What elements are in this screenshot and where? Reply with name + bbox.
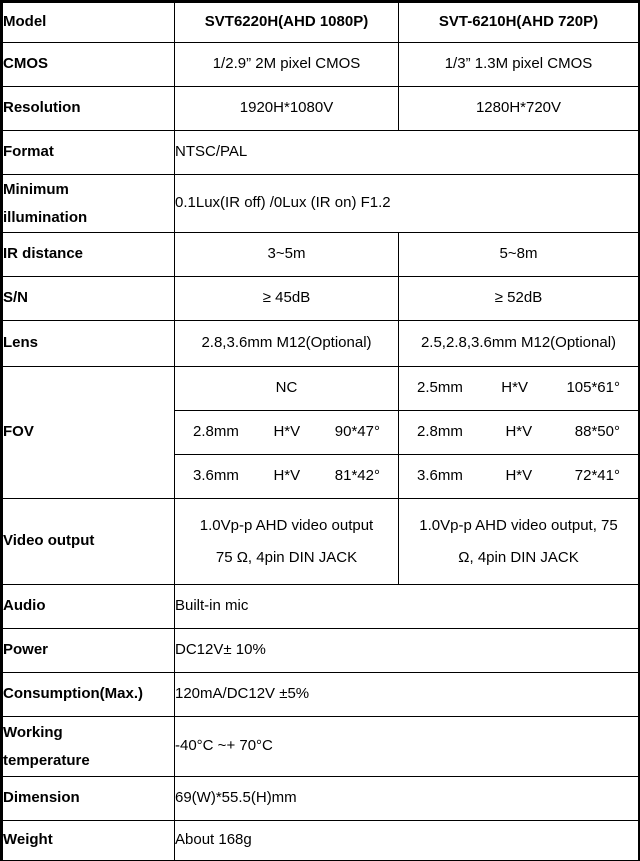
fov-lens: 2.8mm (193, 423, 239, 441)
table-row (3, 43, 639, 87)
sn-col2: ≥ 52dB (399, 277, 639, 321)
illumination-label-line1: Minimum (3, 180, 69, 198)
dimension-label: Dimension (3, 777, 175, 821)
dimension-value: 69(W)*55.5(H)mm (175, 777, 639, 821)
ir-distance-col1: 3~5m (175, 233, 399, 277)
video-output-col1 (175, 499, 399, 585)
table-row (3, 367, 639, 411)
power-label: Power (3, 629, 175, 673)
table-row (3, 777, 639, 821)
spec-table (2, 2, 639, 861)
table-row (3, 717, 639, 777)
lens-col2: 2.5,2.8,3.6mm M12(Optional) (399, 321, 639, 367)
model-svt6210h-header: SVT-6210H(AHD 720P) (399, 3, 639, 43)
fov-hv: H*V (273, 467, 301, 485)
sn-label: S/N (3, 277, 175, 321)
fov-angle: 81*42° (334, 467, 380, 485)
table-row (3, 131, 639, 175)
fov-label: FOV (3, 367, 175, 499)
fov-hv: H*V (501, 379, 528, 397)
fov-lens: 2.8mm (417, 423, 463, 441)
working-temperature-label-line1: Working (3, 723, 63, 741)
table-row (3, 233, 639, 277)
fov-col2-row3 (399, 455, 639, 499)
video-output-col2-line2: Ω, 4pin DIN JACK (458, 548, 579, 566)
cmos-label: CMOS (3, 43, 175, 87)
ir-distance-col2: 5~8m (399, 233, 639, 277)
fov-hv: H*V (505, 423, 533, 441)
weight-label: Weight (3, 821, 175, 861)
consumption-value: 120mA/DC12V ±5% (175, 673, 639, 717)
resolution-col2: 1280H*720V (399, 87, 639, 131)
fov-angle: 88*50° (574, 423, 620, 441)
lens-col1: 2.8,3.6mm M12(Optional) (175, 321, 399, 367)
audio-value: Built-in mic (175, 585, 639, 629)
table-row (3, 87, 639, 131)
power-value: DC12V± 10% (175, 629, 639, 673)
table-row (3, 821, 639, 861)
model-label: Model (3, 3, 175, 43)
table-row (3, 629, 639, 673)
table-row (3, 321, 639, 367)
video-output-label: Video output (3, 499, 175, 585)
table-row (3, 175, 639, 233)
fov-lens: 3.6mm (417, 467, 463, 485)
fov-lens: 3.6mm (193, 467, 239, 485)
fov-angle: 72*41° (574, 467, 620, 485)
video-output-col2-line1: 1.0Vp-p AHD video output, 75 (419, 516, 618, 534)
format-label: Format (3, 131, 175, 175)
table-row (3, 499, 639, 585)
table-row (3, 585, 639, 629)
working-temperature-label (3, 717, 175, 777)
table-row (3, 277, 639, 321)
sn-col1: ≥ 45dB (175, 277, 399, 321)
fov-lens: 2.5mm (417, 379, 463, 397)
fov-col1-row3 (175, 455, 399, 499)
video-output-col2 (399, 499, 639, 585)
fov-angle: 105*61° (566, 379, 620, 397)
consumption-label: Consumption(Max.) (3, 673, 175, 717)
table-row (3, 3, 639, 43)
fov-angle: 90*47° (334, 423, 380, 441)
illumination-label (3, 175, 175, 233)
fov-hv: H*V (505, 467, 533, 485)
working-temperature-label-line2: temperature (3, 751, 90, 769)
illumination-label-line2: illumination (3, 208, 88, 226)
format-value: NTSC/PAL (175, 131, 639, 175)
resolution-label: Resolution (3, 87, 175, 131)
audio-label: Audio (3, 585, 175, 629)
cmos-col1: 1/2.9” 2M pixel CMOS (175, 43, 399, 87)
fov-col2-row1 (399, 367, 639, 411)
fov-col1-row1: NC (175, 367, 399, 411)
resolution-col1: 1920H*1080V (175, 87, 399, 131)
fov-col2-row2 (399, 411, 639, 455)
cmos-col2: 1/3” 1.3M pixel CMOS (399, 43, 639, 87)
video-output-col1-line1: 1.0Vp-p AHD video output (199, 516, 374, 534)
fov-hv: H*V (273, 423, 301, 441)
video-output-col1-line2: 75 Ω, 4pin DIN JACK (215, 548, 358, 566)
ir-distance-label: IR distance (3, 233, 175, 277)
lens-label: Lens (3, 321, 175, 367)
table-row (3, 673, 639, 717)
working-temperature-value: -40°C ~+ 70°C (175, 717, 639, 777)
weight-value: About 168g (175, 821, 639, 861)
fov-col1-row2 (175, 411, 399, 455)
illumination-value: 0.1Lux(IR off) /0Lux (IR on) F1.2 (175, 175, 639, 233)
model-svt6220h-header: SVT6220H(AHD 1080P) (175, 3, 399, 43)
